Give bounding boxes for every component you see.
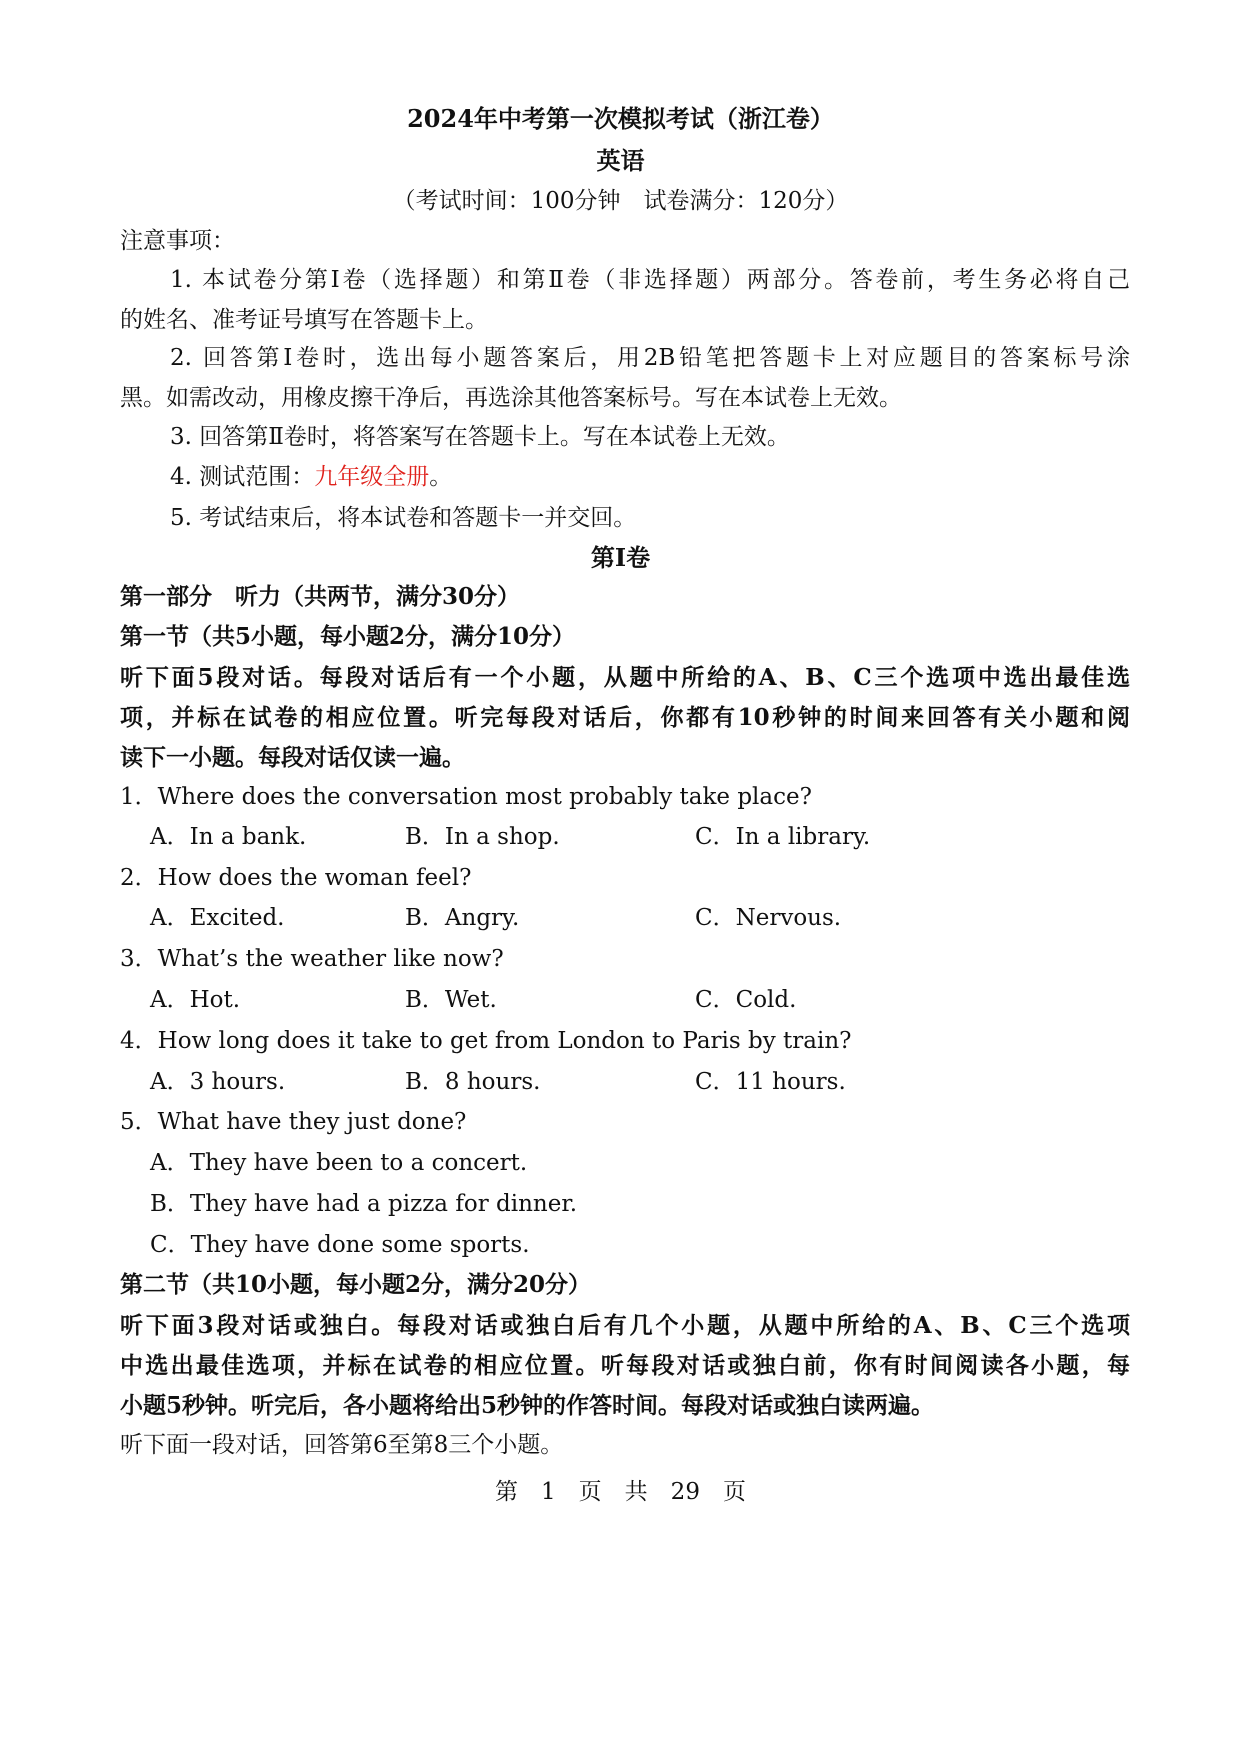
note-4-prefix: 4. 测试范围：	[170, 464, 315, 490]
section1-instruction-line-3: 读下一小题。每段对话仅读一遍。	[120, 744, 465, 771]
subject-title: 英语	[596, 146, 645, 175]
question-5-stem: 5．What have they just done?	[120, 1109, 467, 1135]
part1-heading: 第一部分 听力（共两节，满分30分）	[120, 583, 521, 610]
question-2-option-a: A．Excited.	[150, 905, 285, 931]
question-2-option-c: C．Nervous.	[695, 905, 842, 931]
note-4-suffix: 。	[429, 464, 453, 490]
note-3: 3. 回答第Ⅱ卷时，将答案写在答题卡上。写在本试卷上无效。	[170, 424, 790, 450]
question-3-option-a: A．Hot.	[150, 987, 241, 1013]
question-5-option-b: B．They have had a pizza for dinner.	[150, 1191, 578, 1217]
question-3-option-c: C．Cold.	[695, 987, 797, 1013]
question-2-stem: 2．How does the woman feel?	[120, 865, 472, 891]
question-3-stem: 3．What’s the weather like now?	[120, 946, 504, 972]
question-1-stem: 1．Where does the conversation most probably take place?	[120, 784, 812, 810]
question-4-option-a: A．3 hours.	[150, 1069, 286, 1095]
note-1-line-2: 的姓名、准考证号填写在答题卡上。	[120, 307, 488, 333]
note-5: 5. 考试结束后，将本试卷和答题卡一并交回。	[170, 505, 637, 531]
note-1-line-1: 1. 本试卷分第Ⅰ卷（选择题）和第Ⅱ卷（非选择题）两部分。答卷前，考生务必将自己	[170, 267, 1130, 293]
section2-instruction-line-1: 听下面3段对话或独白。每段对话或独白后有几个小题，从题中所给的A、B、C三个选项	[120, 1312, 1130, 1339]
notes-heading: 注意事项：	[120, 228, 235, 254]
page-footer: 第 1 页 共 29 页	[495, 1479, 746, 1505]
question-4-option-b: B．8 hours.	[405, 1069, 541, 1095]
section2-instruction-line-3: 小题5秒钟。听完后，各小题将给出5秒钟的作答时间。每段对话或独白读两遍。	[120, 1392, 935, 1419]
section2-instruction-line-2: 中选出最佳选项，并标在试卷的相应位置。听每段对话或独白前，你有时间阅读各小题，每	[120, 1352, 1130, 1379]
question-1-option-c: C．In a library.	[695, 824, 871, 850]
section1-heading: 第一节（共5小题，每小题2分，满分10分）	[120, 623, 576, 650]
question-4-option-c: C．11 hours.	[695, 1069, 846, 1095]
question-2-option-b: B．Angry.	[405, 905, 520, 931]
listen-next-instruction: 听下面一段对话，回答第6至第8三个小题。	[120, 1432, 564, 1458]
exam-title: 2024年中考第一次模拟考试（浙江卷）	[407, 104, 834, 133]
question-5-option-a: A．They have been to a concert.	[150, 1150, 528, 1176]
section1-instruction-line-1: 听下面5段对话。每段对话后有一个小题，从题中所给的A、B、C三个选项中选出最佳选	[120, 664, 1130, 691]
question-1-option-b: B．In a shop.	[405, 824, 560, 850]
note-4	[170, 462, 1180, 492]
exam-info: （考试时间：100分钟 试卷满分：120分）	[392, 188, 849, 214]
note-2-line-2: 黑。如需改动，用橡皮擦干净后，再选涂其他答案标号。写在本试卷上无效。	[120, 385, 902, 411]
test-scope: 九年级全册	[314, 464, 430, 490]
question-4-stem: 4．How long does it take to get from London to Paris by train?	[120, 1028, 852, 1054]
volume-heading: 第Ⅰ卷	[590, 543, 651, 572]
question-3-option-b: B．Wet.	[405, 987, 497, 1013]
note-2-line-1: 2. 回答第Ⅰ卷时，选出每小题答案后，用2B铅笔把答题卡上对应题目的答案标号涂	[170, 345, 1130, 371]
section1-instruction-line-2: 项，并标在试卷的相应位置。听完每段对话后，你都有10秒钟的时间来回答有关小题和阅	[120, 704, 1130, 731]
question-5-option-c: C．They have done some sports.	[150, 1232, 530, 1258]
section2-heading: 第二节（共10小题，每小题2分，满分20分）	[120, 1271, 592, 1298]
question-1-option-a: A．In a bank.	[150, 824, 307, 850]
